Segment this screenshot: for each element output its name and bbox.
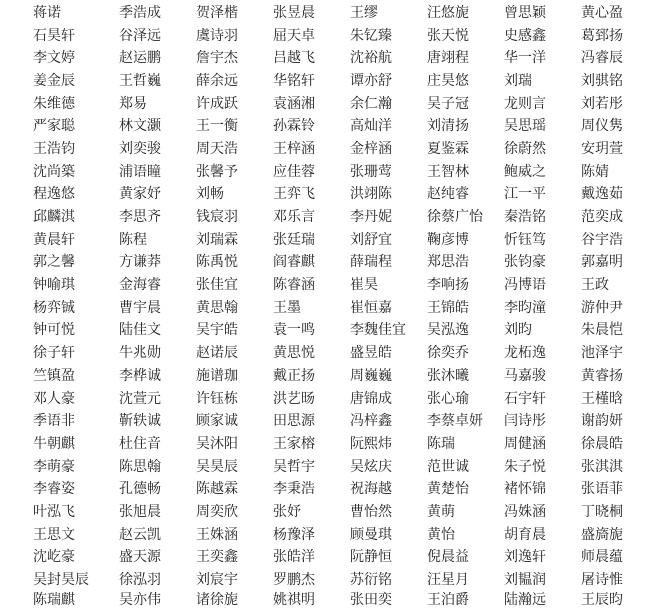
name-cell: 吕越飞 — [273, 50, 315, 67]
name-cell: 许钰栋 — [196, 390, 238, 407]
name-cell: 张妤 — [273, 503, 301, 520]
name-cell: 顾家诚 — [196, 413, 238, 430]
name-cell: 刘昀 — [504, 322, 532, 339]
name-cell: 王缪 — [350, 4, 378, 21]
name-cell: 王锦皓 — [427, 299, 469, 316]
name-cell: 陈睿涵 — [273, 277, 315, 294]
name-cell: 石宇轩 — [504, 390, 546, 407]
name-cell: 浦语瞳 — [119, 163, 161, 180]
name-cell: 王弈飞 — [273, 186, 315, 203]
name-cell: 张心瑜 — [427, 390, 469, 407]
name-cell: 张皓洋 — [273, 549, 315, 566]
name-cell: 石昊轩 — [33, 27, 75, 44]
name-cell: 吴亦伟 — [119, 591, 161, 608]
name-cell: 刘宸宇 — [196, 572, 238, 589]
name-cell: 安玥萱 — [581, 140, 623, 157]
name-cell: 张佳宜 — [196, 277, 238, 294]
name-cell: 师晨蕴 — [581, 549, 623, 566]
name-cell: 张廷瑞 — [273, 231, 315, 248]
name-cell: 王槿晗 — [581, 390, 623, 407]
name-cell: 钟可悦 — [33, 322, 75, 339]
name-cell: 张淇淇 — [581, 458, 623, 475]
name-cell: 沈屹豪 — [33, 549, 75, 566]
name-cell: 吴炫庆 — [350, 458, 392, 475]
name-cell: 陈思翰 — [119, 458, 161, 475]
name-cell: 屈天卓 — [273, 27, 315, 44]
name-cell: 阎睿麒 — [273, 254, 315, 271]
name-cell: 庄昊悠 — [427, 72, 469, 89]
name-cell: 徐泓羽 — [119, 572, 161, 589]
name-cell: 王智林 — [427, 163, 469, 180]
name-cell: 李丹妮 — [350, 209, 392, 226]
name-cell: 沈萱元 — [119, 390, 161, 407]
name-cell: 黄思翰 — [196, 299, 238, 316]
name-cell: 贺泽楷 — [196, 4, 238, 21]
name-cell: 冯梓鑫 — [350, 413, 392, 430]
name-cell: 谷泽远 — [119, 27, 161, 44]
name-cell: 苏衍铭 — [350, 572, 392, 589]
name-cell: 李响扬 — [427, 277, 469, 294]
name-cell: 陈越霖 — [196, 481, 238, 498]
name-cell: 杨豫泽 — [273, 526, 315, 543]
name-cell: 李文婷 — [33, 50, 75, 67]
name-cell: 冯博语 — [504, 277, 546, 294]
name-cell: 葛郅扬 — [581, 27, 623, 44]
name-cell: 洪艺旸 — [273, 390, 315, 407]
name-cell: 王家榕 — [273, 435, 315, 452]
name-cell: 秦浩铭 — [504, 209, 546, 226]
name-cell: 沈尚築 — [33, 163, 75, 180]
name-cell: 顾曼琪 — [350, 526, 392, 543]
name-cell: 吴昊辰 — [196, 458, 238, 475]
name-cell: 余仁瀚 — [350, 95, 392, 112]
name-cell: 游仲尹 — [581, 299, 623, 316]
name-cell: 赵运鹏 — [119, 50, 161, 67]
name-cell: 刘骐铭 — [581, 72, 623, 89]
name-cell: 谷宇浩 — [581, 231, 623, 248]
name-cell: 方谦莽 — [119, 254, 161, 271]
name-cell: 刘清扬 — [427, 118, 469, 135]
name-cell: 刘若彤 — [581, 95, 623, 112]
name-cell: 李魏佳宜 — [350, 322, 406, 339]
name-cell: 陆瀚远 — [504, 591, 546, 608]
name-cell: 詹宇杰 — [196, 50, 238, 67]
name-cell: 忻钰笃 — [504, 231, 546, 248]
name-cell: 黄晨轩 — [33, 231, 75, 248]
name-cell: 王政 — [581, 277, 609, 294]
name-cell: 朱钇臻 — [350, 27, 392, 44]
name-cell: 蒋诺 — [33, 4, 61, 21]
name-cell: 朱维德 — [33, 95, 75, 112]
name-cell: 钱宸羽 — [196, 209, 238, 226]
name-cell: 吴哲宇 — [273, 458, 315, 475]
name-cell: 刘奕骏 — [119, 140, 161, 157]
name-cell: 戴正扬 — [273, 367, 315, 384]
name-cell: 吴泓逸 — [427, 322, 469, 339]
name-cell: 周奕欣 — [196, 503, 238, 520]
name-cell: 虞诗羽 — [196, 27, 238, 44]
name-cell: 冯姝涵 — [504, 503, 546, 520]
name-cell: 吴沐阳 — [196, 435, 238, 452]
name-cell: 邱麟淇 — [33, 209, 75, 226]
name-cell: 鲍威之 — [504, 163, 546, 180]
name-cell: 徐子轩 — [33, 345, 75, 362]
name-cell: 程逸悠 — [33, 186, 75, 203]
name-cell: 黄心盈 — [581, 4, 623, 21]
name-cell: 崔恒嘉 — [350, 299, 392, 316]
name-cell: 姚祺明 — [273, 591, 315, 608]
name-cell: 赵诺辰 — [196, 345, 238, 362]
name-cell: 黄萌 — [427, 503, 455, 520]
name-cell: 徐蔚然 — [504, 140, 546, 157]
name-cell: 曹宇晨 — [119, 299, 161, 316]
name-cell: 朱子悦 — [504, 458, 546, 475]
name-cell: 鞠彦博 — [427, 231, 469, 248]
name-cell: 黄思悦 — [273, 345, 315, 362]
name-cell: 张沐曦 — [427, 367, 469, 384]
name-cell: 黄睿扬 — [581, 367, 623, 384]
name-cell: 靳轶诚 — [119, 413, 161, 430]
name-cell: 郭之馨 — [33, 254, 75, 271]
name-cell: 杨弈铖 — [33, 299, 75, 316]
name-cell: 许成跃 — [196, 95, 238, 112]
name-cell: 罗鹏杰 — [273, 572, 315, 589]
name-cell: 薛瑞程 — [350, 254, 392, 271]
name-cell: 屠诗惟 — [581, 572, 623, 589]
name-cell: 王辰昀 — [581, 591, 623, 608]
name-cell: 谭亦舒 — [350, 72, 392, 89]
name-cell: 刘舒宜 — [350, 231, 392, 248]
name-cell: 王墨 — [273, 299, 301, 316]
name-cell: 应佳蓉 — [273, 163, 315, 180]
name-cell: 王一衡 — [196, 118, 238, 135]
name-cell: 吴封昊辰 — [33, 572, 89, 589]
name-cell: 刘畅 — [196, 186, 224, 203]
name-cell: 严家聪 — [33, 118, 75, 135]
name-cell: 褚怀锦 — [504, 481, 546, 498]
name-cell: 王哲巍 — [119, 72, 161, 89]
name-cell: 金海睿 — [119, 277, 161, 294]
name-cell: 汪星月 — [427, 572, 469, 589]
name-cell: 戴逸茹 — [581, 186, 623, 203]
name-cell: 张钧豪 — [504, 254, 546, 271]
name-cell: 季语非 — [33, 413, 75, 430]
name-cell: 李睿姿 — [33, 481, 75, 498]
name-cell: 吴思瑶 — [504, 118, 546, 135]
name-cell: 曹怡然 — [350, 503, 392, 520]
name-cell: 周天浩 — [196, 140, 238, 157]
name-cell: 张旭晨 — [119, 503, 161, 520]
name-cell: 黄楚怡 — [427, 481, 469, 498]
name-cell: 杜住音 — [119, 435, 161, 452]
name-cell: 池泽宇 — [581, 345, 623, 362]
name-cell: 孔德畅 — [119, 481, 161, 498]
name-cell: 张馨予 — [196, 163, 238, 180]
name-cell: 郑易 — [119, 95, 147, 112]
name-cell: 高灿洋 — [350, 118, 392, 135]
name-cell: 王思文 — [33, 526, 75, 543]
name-cell: 冯睿辰 — [581, 50, 623, 67]
name-cell: 陈婧 — [581, 163, 609, 180]
name-cell: 陈瑞 — [427, 435, 455, 452]
name-cell: 唐锦成 — [350, 390, 392, 407]
name-cell: 黄家妤 — [119, 186, 161, 203]
name-cell: 田思源 — [273, 413, 315, 430]
name-cell: 李秉浩 — [273, 481, 315, 498]
name-cell: 倪晨益 — [427, 549, 469, 566]
name-cell: 华铭轩 — [273, 72, 315, 89]
name-cell: 龙则言 — [504, 95, 546, 112]
name-cell: 盛昱皓 — [350, 345, 392, 362]
name-cell: 华一洋 — [504, 50, 546, 67]
name-cell: 邓乐言 — [273, 209, 315, 226]
name-cell: 邓人豪 — [33, 390, 75, 407]
name-cell: 王奕鑫 — [196, 549, 238, 566]
name-cell: 周巍巍 — [350, 367, 392, 384]
name-cell: 竺镇盈 — [33, 367, 75, 384]
name-cell: 夏鉴霖 — [427, 140, 469, 157]
name-cell: 陈禹悦 — [196, 254, 238, 271]
name-cell: 李萌豪 — [33, 458, 75, 475]
name-cell: 刘瑞霖 — [196, 231, 238, 248]
name-cell: 朱晨恺 — [581, 322, 623, 339]
name-cell: 马嘉骏 — [504, 367, 546, 384]
name-cell: 洪翊陈 — [350, 186, 392, 203]
name-cell: 范世诚 — [427, 458, 469, 475]
name-cell: 李昀潼 — [504, 299, 546, 316]
name-cell: 郭嘉明 — [581, 254, 623, 271]
name-cell: 牛朝麒 — [33, 435, 75, 452]
name-cell: 徐奕乔 — [427, 345, 469, 362]
name-cell: 谢韵妍 — [581, 413, 623, 430]
name-cell: 李桦诚 — [119, 367, 161, 384]
name-cell: 周仪隽 — [581, 118, 623, 135]
name-cell: 张昱晨 — [273, 4, 315, 21]
name-cell: 龙柘逸 — [504, 345, 546, 362]
name-cell: 唐翊程 — [427, 50, 469, 67]
name-cell: 张田奕 — [350, 591, 392, 608]
name-cell: 徐蔡广怡 — [427, 209, 483, 226]
name-cell: 祝海越 — [350, 481, 392, 498]
name-cell: 林文灏 — [119, 118, 161, 135]
name-cell: 王姝涵 — [196, 526, 238, 543]
name-cell: 钟喻琪 — [33, 277, 75, 294]
name-cell: 史感鑫 — [504, 27, 546, 44]
name-cell: 袁涵湘 — [273, 95, 315, 112]
name-cell: 刘逸轩 — [504, 549, 546, 566]
name-cell: 王梓涵 — [273, 140, 315, 157]
name-cell: 胡育晨 — [504, 526, 546, 543]
name-cell: 崔昊 — [350, 277, 378, 294]
name-cell: 叶泓飞 — [33, 503, 75, 520]
name-cell: 吴宇皓 — [196, 322, 238, 339]
name-cell: 汪悠旎 — [427, 4, 469, 21]
name-cell: 江一平 — [504, 186, 546, 203]
name-cell: 张天悦 — [427, 27, 469, 44]
name-cell: 孙霖铃 — [273, 118, 315, 135]
name-cell: 陈程 — [119, 231, 147, 248]
name-cell: 季浩成 — [119, 4, 161, 21]
name-cell: 盛旖旎 — [581, 526, 623, 543]
name-cell: 施谱珈 — [196, 367, 238, 384]
name-cell: 张珊莺 — [350, 163, 392, 180]
name-cell: 沈裕航 — [350, 50, 392, 67]
name-cell: 丁晓桐 — [581, 503, 623, 520]
name-cell: 周健涵 — [504, 435, 546, 452]
name-cell: 陈瑞麒 — [33, 591, 75, 608]
name-cell: 金梓涵 — [350, 140, 392, 157]
name-cell: 张语菲 — [581, 481, 623, 498]
name-cell: 吴子冠 — [427, 95, 469, 112]
name-cell: 阮静恒 — [350, 549, 392, 566]
name-cell: 薛余远 — [196, 72, 238, 89]
name-cell: 姜金辰 — [33, 72, 75, 89]
name-cell: 赵云凯 — [119, 526, 161, 543]
name-cell: 徐晨皓 — [581, 435, 623, 452]
name-cell: 刘瑞 — [504, 72, 532, 89]
name-cell: 郑思浩 — [427, 254, 469, 271]
name-cell: 黄怡 — [427, 526, 455, 543]
name-cell: 李思齐 — [119, 209, 161, 226]
name-cell: 范奕成 — [581, 209, 623, 226]
name-cell: 盛天源 — [119, 549, 161, 566]
name-cell: 王泊爵 — [427, 591, 469, 608]
name-cell: 刘韫润 — [504, 572, 546, 589]
name-cell: 陆佳文 — [119, 322, 161, 339]
name-cell: 袁一鸣 — [273, 322, 315, 339]
name-cell: 阮熙炜 — [350, 435, 392, 452]
name-cell: 诸徐旎 — [196, 591, 238, 608]
name-cell: 闫诗彤 — [504, 413, 546, 430]
name-cell: 曾思颖 — [504, 4, 546, 21]
name-cell: 王浩钧 — [33, 140, 75, 157]
name-cell: 牛兆勋 — [119, 345, 161, 362]
name-cell: 李蔡卓妍 — [427, 413, 483, 430]
name-cell: 赵纯睿 — [427, 186, 469, 203]
